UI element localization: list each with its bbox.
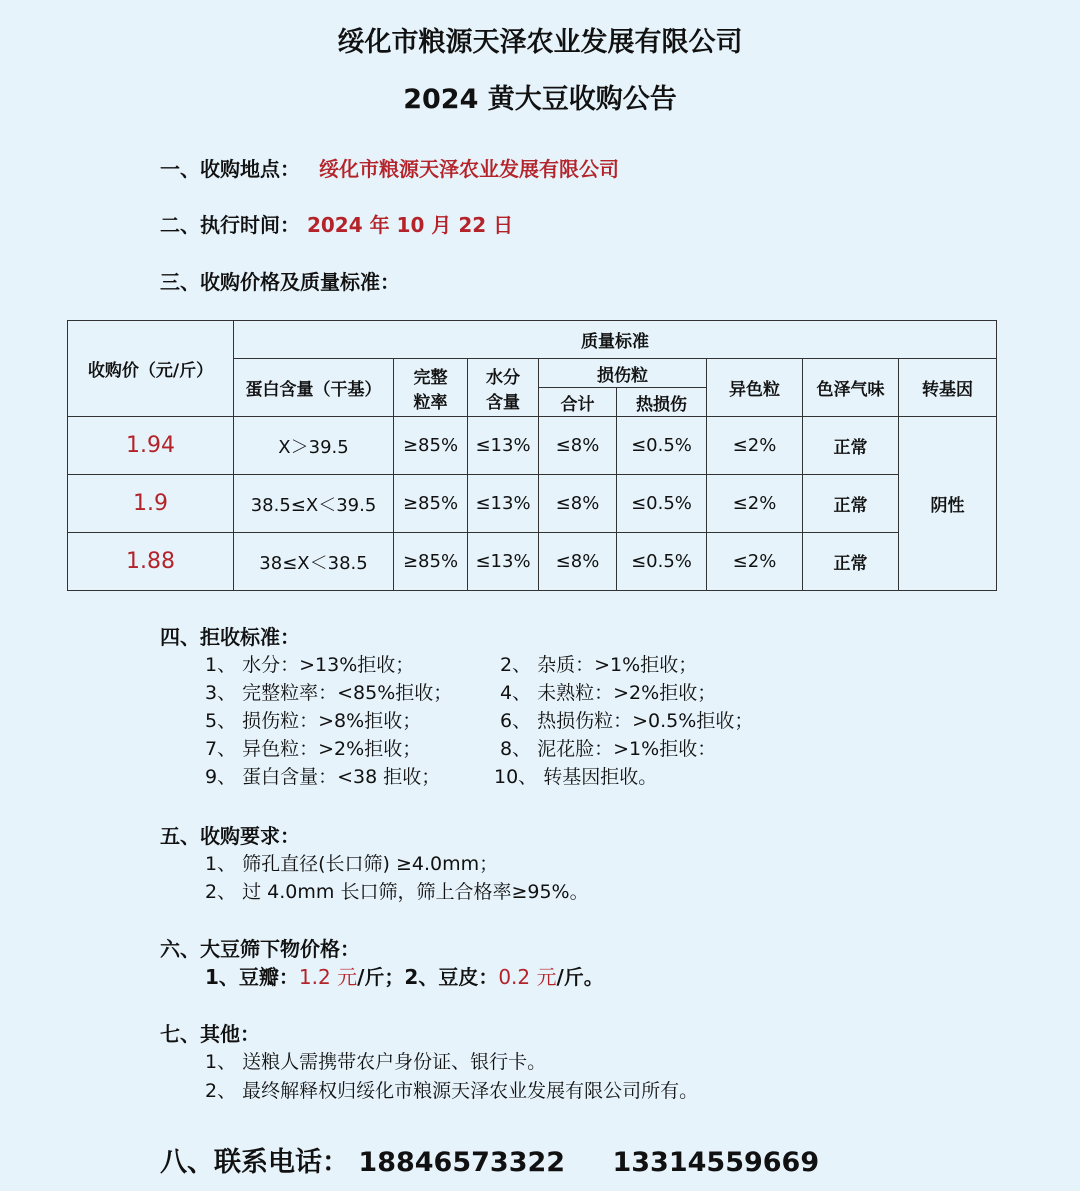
- table-row: [68, 475, 997, 533]
- color-cell: ≤2%: [707, 417, 803, 475]
- requirement-item: 2、 过 4.0mm 长口筛，筛上合格率≥95%。: [205, 881, 589, 903]
- section-time-label: 二、执行时间：: [160, 213, 300, 237]
- total-cell: ≤8%: [539, 417, 617, 475]
- moisture-cell: ≤13%: [468, 533, 539, 591]
- other-item: 1、 送粮人需携带农户身份证、银行卡。: [205, 1051, 547, 1073]
- complete-cell: ≥85%: [394, 533, 468, 591]
- reject-item: 10、 转基因拒收。: [494, 766, 658, 788]
- color-cell: ≤2%: [707, 533, 803, 591]
- header-protein: 蛋白含量（干基）: [234, 359, 394, 417]
- header-smell: 色泽气味: [803, 359, 899, 417]
- section-location-value: 绥化市粮源天泽农业发展有限公司: [318, 157, 619, 181]
- reject-item: 3、 完整粒率：<85%拒收；: [205, 682, 453, 704]
- byproduct-label-1: 1、豆瓣：: [205, 965, 299, 989]
- section-location-label: 一、收购地点：: [160, 157, 300, 181]
- total-cell: ≤8%: [539, 533, 617, 591]
- heat-cell: ≤0.5%: [617, 475, 707, 533]
- heat-cell: ≤0.5%: [617, 417, 707, 475]
- section-other-heading: 七、其他：: [160, 1022, 260, 1046]
- byproduct-prices: [205, 961, 604, 990]
- phone-number-2: 13314559669: [612, 1147, 820, 1178]
- smell-cell: 正常: [803, 475, 899, 533]
- reject-item: 4、 未熟粒：>2%拒收；: [500, 682, 717, 704]
- byproduct-price-2: 0.2 元: [498, 965, 557, 989]
- protein-cell: X＞39.5: [234, 417, 394, 475]
- reject-item: 2、 杂质：>1%拒收；: [500, 654, 698, 676]
- color-cell: ≤2%: [707, 475, 803, 533]
- header-moisture: 水分含量: [468, 359, 539, 417]
- protein-cell: 38≤X＜38.5: [234, 533, 394, 591]
- moisture-cell: ≤13%: [468, 417, 539, 475]
- smell-cell: 正常: [803, 533, 899, 591]
- total-cell: ≤8%: [539, 475, 617, 533]
- section-reject-heading: 四、拒收标准：: [160, 625, 300, 649]
- header-gmo: 转基因: [899, 359, 997, 417]
- other-item: 2、 最终解释权归绥化市粮源天泽农业发展有限公司所有。: [205, 1080, 699, 1102]
- header-total: 合计: [539, 388, 617, 417]
- byproduct-unit-2: /斤。: [556, 965, 604, 989]
- complete-cell: ≥85%: [394, 417, 468, 475]
- price-cell: 1.94: [68, 417, 234, 475]
- section-byproduct-heading: 六、大豆筛下物价格：: [160, 937, 360, 961]
- quality-table: [67, 320, 997, 591]
- byproduct-label-2: 2、豆皮：: [404, 965, 499, 989]
- header-price: 收购价（元/斤）: [68, 321, 234, 417]
- requirement-item: 1、 筛孔直径(长口筛) ≥4.0mm；: [205, 853, 499, 875]
- table-row: [68, 533, 997, 591]
- header-quality: 质量标准: [234, 321, 997, 359]
- reject-item: 5、 损伤粒：>8%拒收；: [205, 710, 422, 732]
- section-location: [160, 153, 619, 182]
- reject-item: 6、 热损伤粒：>0.5%拒收；: [500, 710, 754, 732]
- header-color: 异色粒: [707, 359, 803, 417]
- company-title: 绥化市粮源天泽农业发展有限公司: [337, 27, 743, 58]
- notice-title: 2024 黄大豆收购公告: [403, 84, 677, 115]
- byproduct-price-1: 1.2 元: [298, 965, 358, 989]
- reject-item: 7、 异色粒：>2%拒收；: [205, 738, 422, 760]
- smell-cell: 正常: [803, 417, 899, 475]
- contact-label: 八、联系电话：: [160, 1147, 349, 1178]
- section-requirements-heading: 五、收购要求：: [160, 824, 300, 848]
- table-row: [68, 417, 997, 475]
- moisture-cell: ≤13%: [468, 475, 539, 533]
- gmo-cell: 阴性: [899, 417, 997, 591]
- phone-number-1: 18846573322: [358, 1147, 566, 1178]
- byproduct-unit-1: /斤；: [357, 965, 405, 989]
- reject-item: 9、 蛋白含量：<38 拒收；: [205, 766, 441, 788]
- protein-cell: 38.5≤X＜39.5: [234, 475, 394, 533]
- price-cell: 1.9: [68, 475, 234, 533]
- contact-phone: [160, 1140, 819, 1179]
- price-cell: 1.88: [68, 533, 234, 591]
- section-price-heading: 三、收购价格及质量标准：: [160, 270, 400, 294]
- section-time: [160, 209, 513, 238]
- reject-item: 8、 泥花脸：>1%拒收：: [500, 738, 717, 760]
- header-damaged: 损伤粒: [539, 359, 707, 388]
- complete-cell: ≥85%: [394, 475, 468, 533]
- header-heat: 热损伤: [617, 388, 707, 417]
- header-complete: 完整粒率: [394, 359, 468, 417]
- heat-cell: ≤0.5%: [617, 533, 707, 591]
- reject-item: 1、 水分：>13%拒收；: [205, 654, 415, 676]
- section-time-value: 2024 年 10 月 22 日: [306, 213, 514, 237]
